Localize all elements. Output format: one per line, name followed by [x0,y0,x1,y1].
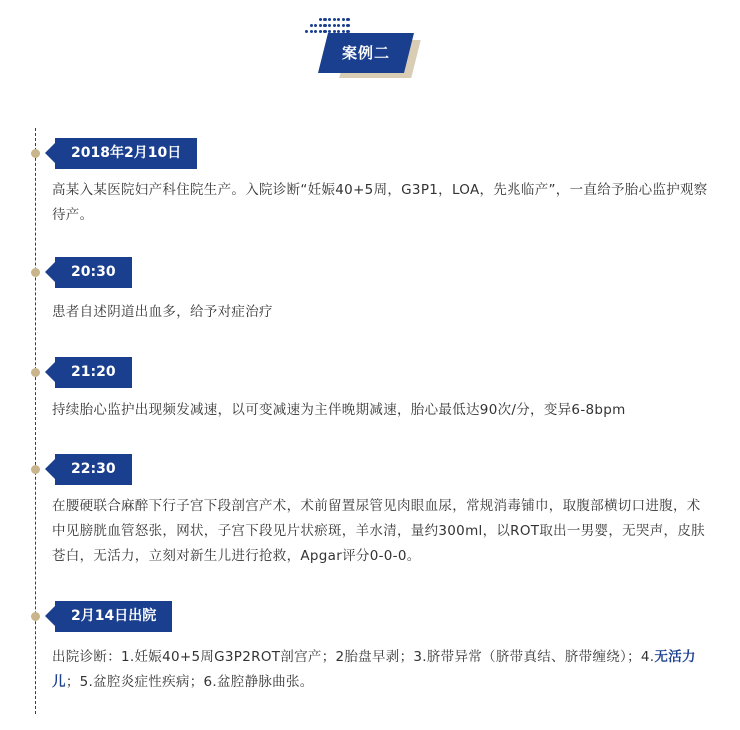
date-tag: 2月14日出院 [55,601,172,632]
entry-text-part: ；5.盆腔炎症性疾病；6.盆腔静脉曲张。 [65,674,314,690]
dot-decoration [346,18,349,21]
dot-decoration [319,30,322,33]
date-tag: 22:30 [55,454,132,485]
dot-decoration [342,24,345,27]
timeline-node [31,368,40,377]
highlighted-diagnosis: 无活力儿 [52,649,696,690]
entry-text: 持续胎心监护出现频发减速，以可变减速为主伴晚期减速，胎心最低达90次/分，变异6-8bpm [52,402,626,418]
dot-decoration [323,24,326,27]
dot-decoration [314,30,317,33]
date-tag-arrow [45,143,55,163]
date-tag: 2018年2月10日 [55,138,197,169]
entry-text: 患者自述阴道出血多，给予对症治疗 [52,304,273,320]
date-tag-arrow [45,459,55,479]
dot-decoration [314,24,317,27]
date-tag: 21:20 [55,357,132,388]
dot-decoration [346,24,349,27]
timeline-line [35,128,36,714]
dot-decoration [323,18,326,21]
dot-decoration [319,18,322,21]
dot-decoration [310,30,313,33]
section-header [0,0,740,90]
timeline-node [31,268,40,277]
date-tag-arrow [45,262,55,282]
entry-text: 在腰硬联合麻醉下行子宫下段剖宫产术，术前留置尿管见肉眼血尿，常规消毒铺巾，取腹部横切口进腹，术中见膀胱血管怒张，网状，子宫下段见片状瘀斑，羊水清，量约300ml，以ROT取出一男婴，无哭声，皮肤苍白，无活力，立刻对新生儿进行抢救，Apgar评分0-0-0。 [52,498,705,564]
dot-decoration [305,30,308,33]
entry-text [52,645,712,695]
entry-text-part: 出院诊断：1.妊娠40+5周G3P2ROT剖宫产；2胎盘早剥；3.脐带异常（脐带真结、脐带缠绕）；4. [52,649,655,665]
dot-decoration [337,18,340,21]
dot-decoration [333,24,336,27]
dot-decoration [337,24,340,27]
dot-decoration [310,24,313,27]
timeline-node [31,612,40,621]
dot-decoration [342,18,345,21]
timeline-node [31,149,40,158]
date-tag-arrow [45,606,55,626]
timeline-node [31,465,40,474]
dot-decoration [328,18,331,21]
section-title: 案例二 [341,44,390,62]
date-tag: 20:30 [55,257,132,288]
dot-decoration [319,24,322,27]
dot-decoration [328,24,331,27]
dot-decoration [333,18,336,21]
entry-text: 高某入某医院妇产科住院生产。入院诊断“妊娠40+5周，G3P1，LOA，先兆临产”，一直给予胎心监护观察待产。 [52,182,708,223]
date-tag-arrow [45,362,55,382]
